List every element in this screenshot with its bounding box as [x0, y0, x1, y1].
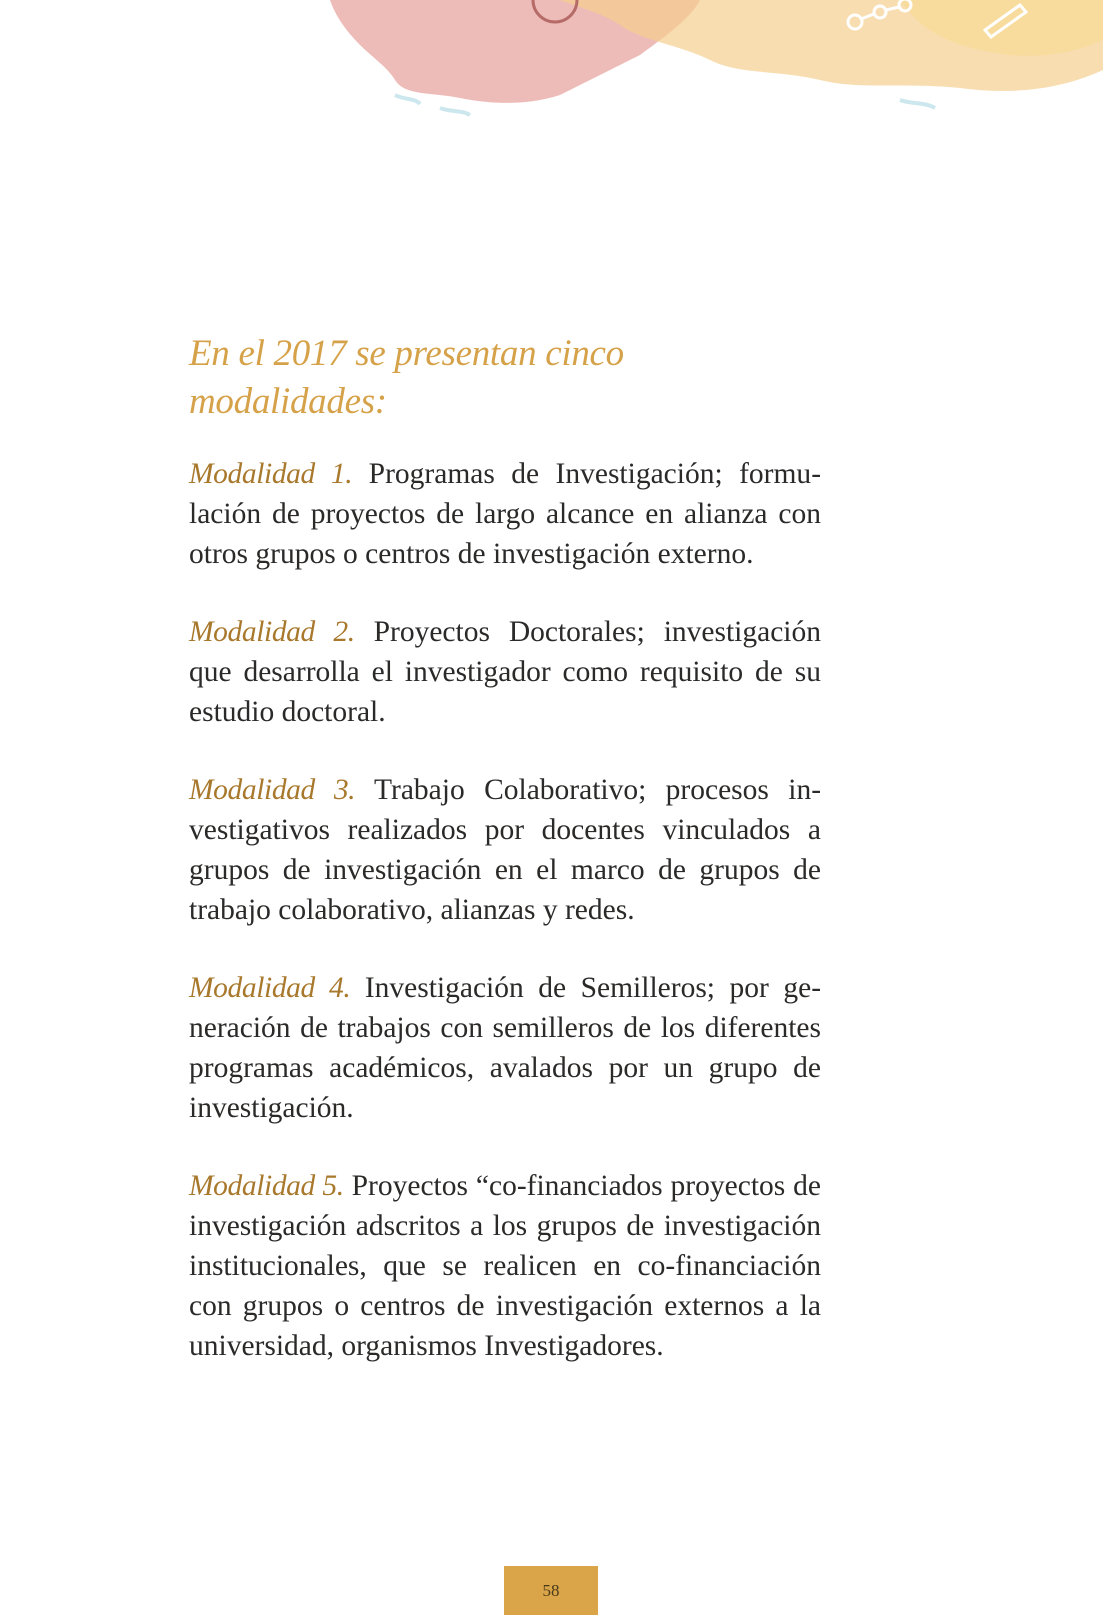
modalidad-3-paragraph — [189, 770, 821, 930]
modalidad-3-label: Modalidad 3. — [189, 774, 356, 806]
modalidad-4-text: Investigación de Semilleros; por generación de trabajos con semilleros de los diferentes programas académicos, avalados por un grupo de investigación. — [189, 972, 822, 1124]
page-heading: En el 2017 se presentan cinco modalidades: — [189, 333, 624, 422]
modalidad-4-paragraph — [189, 968, 821, 1128]
modalidad-3-text: Trabajo Colaborativo; procesos investigativos realizados por docentes vinculados a grupos de investigación en el marco de grupos de trabajo colaborativo, alianzas y redes. — [189, 774, 822, 926]
modalidad-5-label: Modalidad 5. — [189, 1170, 344, 1202]
modalidad-5-text: Proyectos “co-financiados proyectos de investigación adscritos a los grupos de investigación institucionales, que se realicen en co-financiación con grupos o centros de investigación externos a la universidad, organismos Investigadores. — [189, 1170, 821, 1362]
modalidad-1-paragraph — [189, 454, 821, 574]
modalidad-2-label: Modalidad 2. — [189, 616, 355, 648]
header-watercolor-illustration — [0, 0, 1103, 130]
modalidad-2-paragraph — [189, 612, 821, 732]
modalidad-1-text: Programas de Investigación; formulación de proyectos de largo alcance en alianza con otros grupos o centros de investigación externo. — [189, 458, 822, 570]
modalidad-2-text: Proyectos Doctorales; investigación que desarrolla el investigador como requisito de su estudio doctoral. — [189, 616, 821, 728]
page-number-box — [504, 1566, 598, 1615]
main-content — [189, 330, 821, 1404]
modalidad-4-label: Modalidad 4. — [189, 972, 351, 1004]
page-number: 58 — [542, 1580, 560, 1600]
modalidad-5-paragraph — [189, 1166, 821, 1366]
modalidad-1-label: Modalidad 1. — [189, 458, 353, 490]
